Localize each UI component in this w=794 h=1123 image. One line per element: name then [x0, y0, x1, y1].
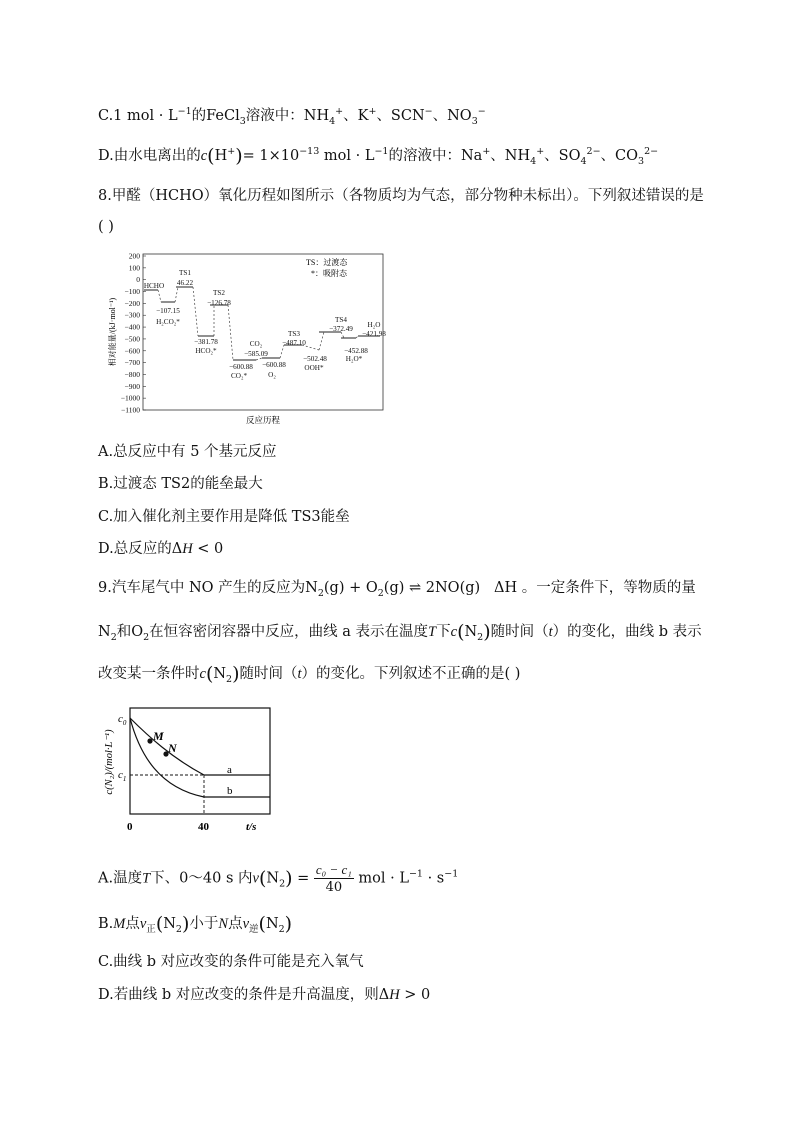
- q8-option-c: C.加入催化剂主要作用是降低 TS3能垒: [98, 509, 350, 525]
- q9-stem-line3: 改变某一条件时$c(N_2)$随时间（t）的变化。下列叙述不正确的是( ): [98, 663, 521, 685]
- q7-option-d: D.由水电离出的$c(H^+)= 1\times 10^{-13}$ mol · $L^{-1}$的溶液中：Na+、$NH_4^+$、$SO_4^{2-}$、$CO_3^{2-}$: [98, 145, 659, 167]
- rate-fraction: $\frac{\text{c₀ − c₁}}{40}$: [315, 862, 352, 895]
- curve-b: [130, 718, 270, 797]
- label-hcho: HCHO: [143, 282, 165, 290]
- label-co2ads: CO₂*: [230, 372, 248, 380]
- y-tick-label: 0: [136, 275, 140, 285]
- c1-label: $c_1$: [118, 769, 127, 783]
- legend-ads: *：吸附态: [311, 269, 347, 278]
- label-421: −421.98: [362, 330, 386, 338]
- label-381: −381.78: [194, 338, 218, 346]
- q9-option-d: D.若曲线 b 对应改变的条件是升高温度，则ΔH > 0: [98, 987, 431, 1003]
- y-tick-label: −200: [124, 298, 140, 308]
- q9-option-a: A.温度T下、0～40 s 内$v(N_2)$ = $\frac{\text{c₀ − c₁}}{40}$ mol · $L^{-1} \cdot s^{-1}$: [98, 862, 459, 895]
- q8-stem-line1: 8.甲醛（HCHO）氧化历程如图所示（各物质均为气态，部分物种未标出）。下列叙述错误的是: [98, 188, 704, 204]
- label-600b: −600.88: [262, 361, 286, 369]
- label-hco2: HCO₂*: [195, 347, 217, 355]
- label-ts3: TS3: [288, 330, 300, 338]
- label-ts3-value: −487.10: [282, 339, 306, 347]
- y-tick-label: −800: [124, 369, 140, 379]
- label-h2oads: H₂O*: [345, 355, 363, 363]
- label-h2o: H₂O: [367, 321, 381, 329]
- y-axis-label: c(N₂)/(mol·L⁻¹): [104, 729, 115, 795]
- label-ooh: OOH*: [304, 364, 324, 372]
- label-co2: CO₂: [249, 340, 263, 348]
- q8-option-d: D.总反应的ΔH < 0: [98, 541, 224, 557]
- energy-profile-chart: [106, 250, 386, 428]
- y-tick-label: −1000: [120, 393, 140, 403]
- point-m: [147, 738, 152, 743]
- label-502: −502.48: [303, 355, 327, 363]
- label-600a: −600.88: [229, 363, 253, 371]
- curve-a-label: a: [227, 764, 232, 776]
- y-tick-label: −700: [124, 358, 140, 368]
- y-tick-label: −300: [124, 310, 140, 320]
- q8-stem-line2: ( ): [98, 219, 114, 235]
- y-tick-label: 100: [128, 263, 140, 273]
- label-o2: O₂: [268, 371, 276, 379]
- label-ts4: TS4: [335, 316, 347, 324]
- q9-stem-line2: $N_2$和$O_2$在恒容密闭容器中反应，曲线 a 表示在温度T下$c(N_2)$随时间（t）的变化，曲线 b 表示: [98, 621, 702, 643]
- y-tick-label: 200: [128, 251, 140, 261]
- x-origin-label: 0: [127, 821, 133, 833]
- c0-label: $c_0$: [118, 713, 127, 727]
- x-axis-label: t/s: [246, 821, 257, 833]
- y-tick-label: −900: [124, 381, 140, 391]
- m-label: M: [153, 729, 164, 743]
- concentration-chart: [96, 704, 276, 836]
- label-452: −452.88: [344, 347, 368, 355]
- label-107: −107.15: [156, 307, 180, 315]
- label-ts4-value: −372.49: [329, 325, 353, 333]
- q7-option-c: C.1 mol · $L^{-1}$的FeCl$_3$溶液中：$NH_4^+$、K+、SCN−、$NO_3^-$: [98, 106, 486, 127]
- y-tick-label: −600: [124, 346, 140, 356]
- q9-stem-line1: 9.汽车尾气中 NO 产生的反应为$N_2(g) + O_2(g)$ ⇌ 2NO(g) ΔH 。一定条件下，等物质的量: [98, 580, 696, 599]
- label-ts1-value: 46.22: [176, 279, 194, 287]
- label-ts2: TS2: [213, 289, 225, 297]
- y-tick-label: −500: [124, 334, 140, 344]
- label-ts1: TS1: [179, 269, 191, 277]
- legend-ts: TS：过渡态: [306, 258, 348, 267]
- label-ts2-value: −126.78: [207, 299, 231, 307]
- y-axis-label: 相对能量/(kJ·mol⁻¹): [108, 297, 117, 367]
- curve-a: [130, 718, 270, 775]
- curve-b-label: b: [227, 785, 233, 797]
- y-tick-label: −100: [124, 287, 140, 297]
- q9-option-b: B.M点$v_正(N_2)$小于N点$v_逆(N_2)$: [98, 913, 293, 935]
- q8-option-b: B.过渡态 TS2的能垒最大: [98, 476, 263, 492]
- x-axis-label: 反应历程: [245, 415, 281, 425]
- y-tick-label: −400: [124, 322, 140, 332]
- y-tick-label: −1100: [121, 405, 140, 415]
- x-40-label: 40: [198, 821, 209, 833]
- q9-option-c: C.曲线 b 对应改变的条件可能是充入氧气: [98, 954, 364, 970]
- label-h2co2: H₂CO₂*: [156, 318, 180, 326]
- plot-frame: [130, 708, 270, 814]
- n-label: N: [168, 741, 177, 755]
- label-585: −585.09: [244, 350, 268, 358]
- q8-option-a: A.总反应中有 5 个基元反应: [98, 444, 277, 460]
